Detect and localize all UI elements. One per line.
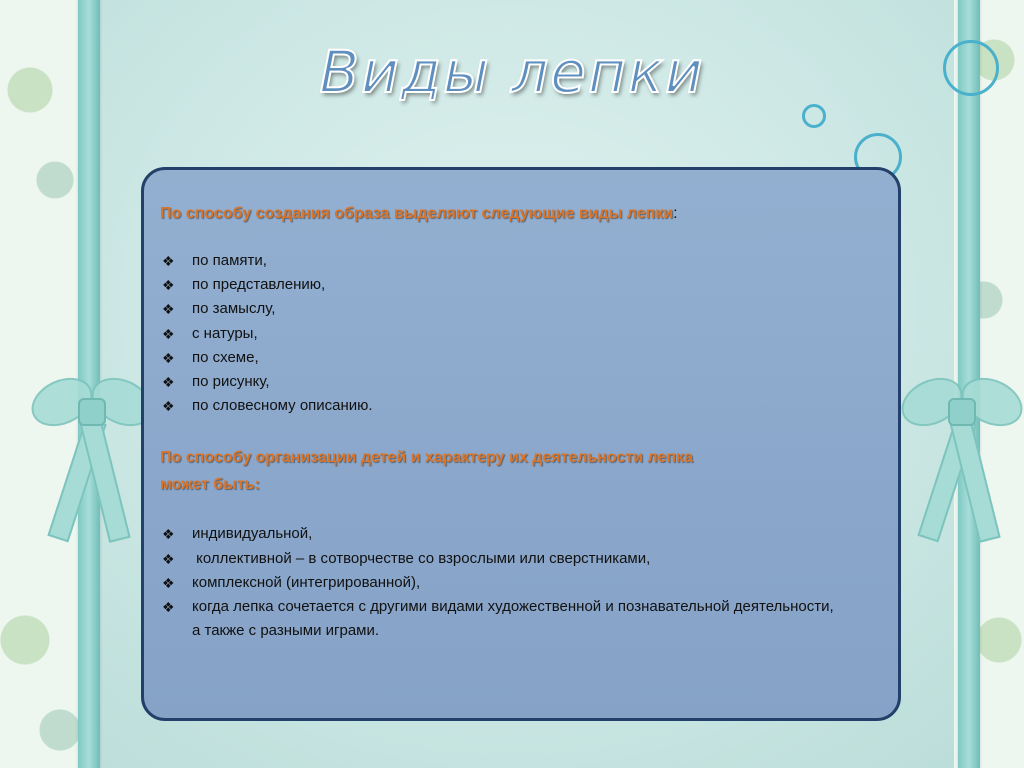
list-item-text: коллективной – в сотворчестве со взрослыми или сверстниками, — [192, 549, 651, 567]
list-item — [160, 595, 882, 643]
spacer — [160, 498, 882, 522]
bullet-icon: ❖ — [162, 574, 175, 591]
section1-heading-colon: : — [673, 205, 678, 222]
bullet-icon: ❖ — [162, 398, 175, 415]
bullet-icon: ❖ — [162, 301, 175, 318]
list-item — [160, 522, 882, 546]
list-item-text: по схеме, — [192, 348, 259, 366]
bullet-icon: ❖ — [162, 550, 175, 567]
list-item-text: по памяти, — [192, 252, 267, 269]
list-item-text: когда лепка сочетается с другими видами художественной и познавательной деятельности, а также с разными играми. — [192, 598, 834, 640]
list-item — [160, 297, 882, 321]
section2-heading-line2: может быть: — [160, 476, 260, 494]
list-item — [160, 547, 882, 571]
spacer — [160, 418, 882, 444]
bullet-icon: ❖ — [162, 374, 175, 391]
list-item — [160, 346, 882, 370]
list-item — [160, 249, 882, 273]
list-item-text: по рисунку, — [192, 373, 270, 391]
section1-heading — [160, 200, 882, 227]
list-item-text: с натуры, — [192, 324, 258, 342]
list-item — [160, 370, 882, 394]
list-item — [160, 571, 882, 595]
spacer — [160, 227, 882, 249]
left-bow-icon — [30, 380, 150, 440]
bullet-icon: ❖ — [162, 526, 175, 543]
list-item-text: комплексной (интегрированной), — [192, 573, 421, 591]
list-item-text: индивидуальной, — [192, 525, 313, 543]
list-item-text: по словесному описанию. — [192, 397, 373, 415]
section2-list — [160, 522, 882, 643]
bullet-icon: ❖ — [162, 277, 175, 294]
section1-list — [160, 249, 882, 418]
bullet-icon: ❖ — [162, 599, 175, 616]
list-item — [160, 394, 882, 418]
section2-heading — [160, 444, 882, 498]
list-item — [160, 273, 882, 297]
section1-heading-text: По способу создания образа выделяют следующие виды лепки — [160, 205, 674, 222]
bullet-icon: ❖ — [162, 253, 175, 269]
list-item-text: по представлению, — [192, 276, 326, 294]
list-item-text: по замыслу, — [192, 300, 276, 318]
small-bubble-icon — [802, 104, 826, 128]
content-card — [141, 167, 901, 721]
section2-heading-line1: По способу организации детей и характеру их деятельности лепка — [160, 449, 693, 467]
bullet-icon: ❖ — [162, 325, 175, 342]
right-bow-icon — [900, 380, 1020, 440]
list-item — [160, 322, 882, 346]
slide-title: Виды лепки — [319, 38, 705, 106]
bullet-icon: ❖ — [162, 349, 175, 366]
